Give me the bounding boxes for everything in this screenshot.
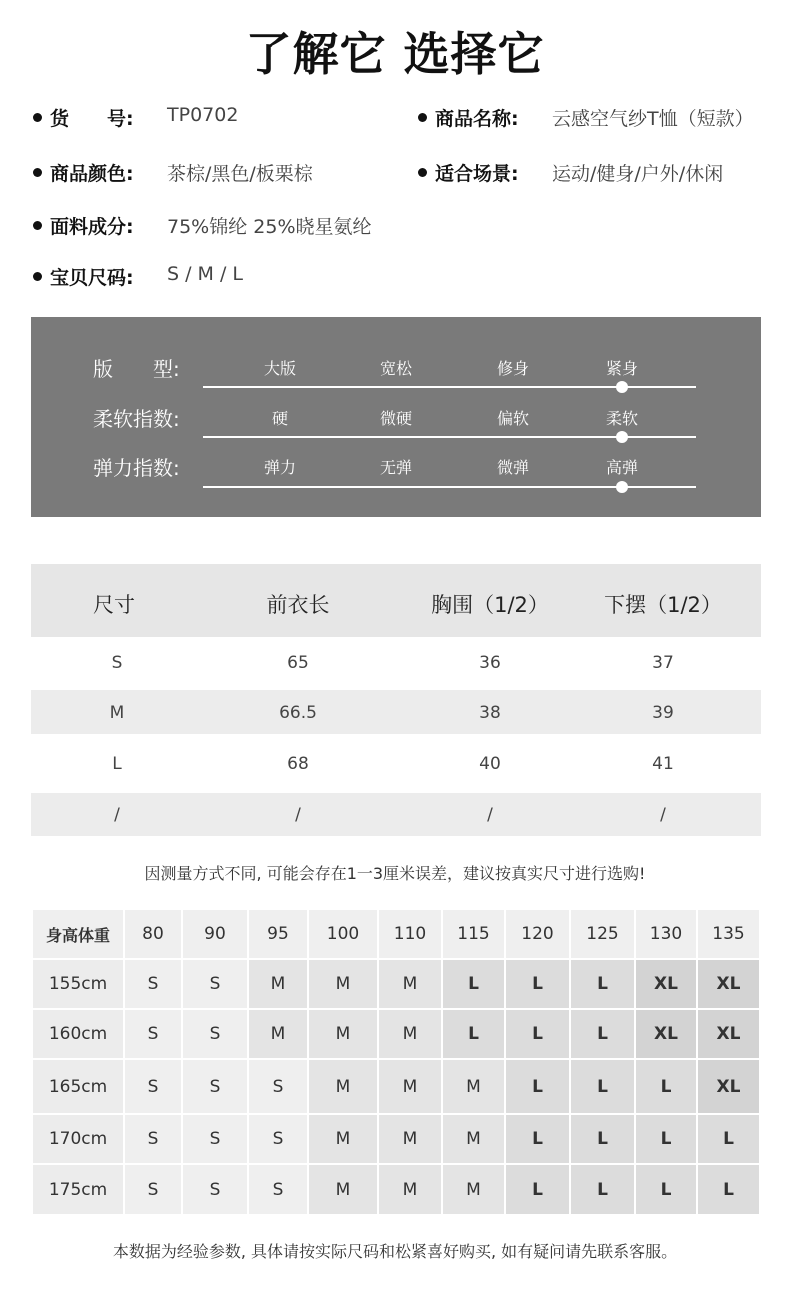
weight-header: 90	[183, 910, 247, 958]
size-cell: L	[571, 1010, 634, 1058]
height-label: 175cm	[33, 1165, 123, 1214]
size-cell: S	[183, 1010, 247, 1058]
size-cell: L	[506, 960, 569, 1008]
size-cell: L	[506, 1010, 569, 1058]
table-row	[33, 1165, 759, 1214]
spec-item-number	[33, 104, 239, 131]
size-cell: XL	[698, 1060, 759, 1113]
measurement-note: 因测量方式不同, 可能会存在1一3厘米误差，建议按真实尺寸进行选购!	[144, 864, 646, 883]
size-cell: M	[379, 960, 441, 1008]
size-cell: S	[125, 1165, 181, 1214]
size-cell: L	[636, 1060, 696, 1113]
size-cell: L	[636, 1165, 696, 1214]
table-cell: 38	[479, 703, 501, 723]
table-cell: 65	[287, 653, 309, 673]
size-cell: S	[183, 1115, 247, 1163]
size-table-header	[31, 564, 761, 637]
attribute-option: 宽松	[379, 359, 413, 378]
size-cell: M	[443, 1060, 504, 1113]
table-row	[31, 690, 761, 734]
spec-sizes	[33, 263, 243, 290]
size-cell: S	[249, 1060, 307, 1113]
table-cell: 36	[479, 653, 501, 673]
size-cell: XL	[698, 1010, 759, 1058]
table-row	[33, 1115, 759, 1163]
attribute-option: 硬	[271, 409, 289, 428]
column-header: 前衣长	[266, 593, 330, 617]
table-cell: M	[109, 703, 125, 723]
size-cell: M	[309, 1060, 377, 1113]
weight-header: 135	[698, 910, 759, 958]
spec-key: 宝贝尺码:	[50, 267, 134, 289]
attribute-option: 紧身	[605, 359, 639, 378]
disclaimer-note: 本数据为经验参数, 具体请按实际尺码和松紧喜好购买, 如有疑问请先联系客服。	[112, 1242, 678, 1261]
size-cell: S	[125, 1010, 181, 1058]
spec-value: 75%锦纶 25%晓星氨纶	[167, 216, 372, 238]
size-cell: S	[249, 1165, 307, 1214]
weight-header: 130	[636, 910, 696, 958]
spec-key: 货 号:	[50, 108, 134, 130]
column-header: 下摆（1/2）	[604, 593, 722, 617]
size-cell: L	[636, 1115, 696, 1163]
size-cell: L	[506, 1060, 569, 1113]
size-cell: S	[249, 1115, 307, 1163]
table-cell: 39	[652, 703, 674, 723]
attribute-option: 修身	[496, 359, 530, 378]
table-row	[33, 1010, 759, 1058]
table-row	[33, 1060, 759, 1113]
column-header: 胸围（1/2）	[431, 593, 549, 617]
size-cell: S	[125, 1115, 181, 1163]
size-cell: S	[125, 960, 181, 1008]
size-cell: XL	[698, 960, 759, 1008]
fit-grid	[31, 908, 761, 1216]
spec-value: 云感空气纱T恤（短款）	[552, 108, 754, 130]
spec-color	[33, 159, 313, 186]
size-cell: M	[309, 1165, 377, 1214]
weight-header: 100	[309, 910, 377, 958]
bullet-icon	[33, 272, 42, 281]
table-cell: L	[112, 754, 122, 774]
spec-key: 商品颜色:	[50, 163, 134, 185]
page-title: 了解它 选择它	[245, 27, 545, 81]
height-label: 165cm	[33, 1060, 123, 1113]
attribute-label: 弹力指数:	[93, 456, 180, 480]
table-cell: /	[295, 805, 301, 825]
spec-fabric	[33, 212, 372, 239]
spec-scene	[418, 159, 724, 186]
attribute-marker	[616, 381, 628, 393]
bullet-icon	[418, 168, 427, 177]
size-cell: XL	[636, 960, 696, 1008]
size-cell: M	[309, 960, 377, 1008]
fit-grid-header	[33, 910, 759, 958]
attribute-option: 高弹	[605, 458, 639, 477]
height-label: 160cm	[33, 1010, 123, 1058]
table-cell: 66.5	[279, 703, 317, 723]
spec-key: 适合场景:	[435, 163, 519, 185]
spec-value: 茶棕/黑色/板栗棕	[167, 163, 313, 185]
size-cell: L	[698, 1165, 759, 1214]
size-cell: L	[571, 960, 634, 1008]
size-cell: M	[309, 1115, 377, 1163]
bullet-icon	[418, 113, 427, 122]
size-cell: M	[443, 1165, 504, 1214]
table-row	[33, 960, 759, 1008]
size-cell: M	[309, 1010, 377, 1058]
size-cell: M	[249, 1010, 307, 1058]
table-row	[31, 793, 761, 836]
size-cell: L	[443, 960, 504, 1008]
bullet-icon	[33, 221, 42, 230]
size-cell: M	[249, 960, 307, 1008]
attribute-option: 微弹	[496, 458, 530, 477]
size-cell: M	[379, 1010, 441, 1058]
table-cell: 41	[652, 754, 674, 774]
weight-header: 115	[443, 910, 504, 958]
table-cell: /	[114, 805, 120, 825]
table-cell: 37	[652, 653, 674, 673]
attribute-option: 偏软	[496, 409, 530, 428]
attribute-label: 柔软指数:	[93, 407, 180, 431]
size-cell: L	[506, 1115, 569, 1163]
attribute-label: 版 型:	[93, 357, 180, 381]
attribute-option: 大版	[263, 359, 297, 378]
attribute-panel	[31, 317, 761, 517]
attribute-marker	[616, 481, 628, 493]
size-cell: XL	[636, 1010, 696, 1058]
height-label: 155cm	[33, 960, 123, 1008]
height-label: 170cm	[33, 1115, 123, 1163]
size-cell: S	[183, 960, 247, 1008]
table-cell: /	[660, 805, 666, 825]
size-cell: M	[379, 1165, 441, 1214]
spec-value: 运动/健身/户外/休闲	[552, 163, 724, 185]
size-cell: L	[443, 1010, 504, 1058]
spec-key: 商品名称:	[435, 108, 519, 130]
table-row	[31, 637, 761, 690]
size-cell: S	[183, 1165, 247, 1214]
attribute-option: 弹力	[263, 458, 297, 477]
spec-value: TP0702	[167, 104, 239, 126]
size-cell: S	[125, 1060, 181, 1113]
table-cell: S	[111, 653, 123, 673]
bullet-icon	[33, 113, 42, 122]
size-cell: L	[571, 1115, 634, 1163]
size-cell: M	[443, 1115, 504, 1163]
size-cell: L	[571, 1165, 634, 1214]
size-cell: L	[698, 1115, 759, 1163]
table-cell: 40	[479, 754, 501, 774]
weight-header: 110	[379, 910, 441, 958]
spec-value: S / M / L	[167, 263, 243, 285]
table-cell: /	[487, 805, 493, 825]
attribute-marker	[616, 431, 628, 443]
table-row	[31, 734, 761, 793]
weight-header: 95	[249, 910, 307, 958]
table-cell: 68	[287, 754, 309, 774]
bullet-icon	[33, 168, 42, 177]
spec-key: 面料成分:	[50, 216, 134, 238]
attribute-option: 柔软	[605, 409, 639, 428]
weight-header: 80	[125, 910, 181, 958]
grid-corner-label: 身高体重	[33, 910, 123, 958]
attribute-option: 微硬	[379, 409, 413, 428]
weight-header: 120	[506, 910, 569, 958]
spec-product-name	[418, 104, 754, 131]
size-cell: L	[571, 1060, 634, 1113]
size-cell: L	[506, 1165, 569, 1214]
weight-header: 125	[571, 910, 634, 958]
attribute-option: 无弹	[379, 458, 413, 477]
column-header: 尺寸	[93, 593, 135, 617]
size-cell: M	[379, 1115, 441, 1163]
size-cell: M	[379, 1060, 441, 1113]
size-cell: S	[183, 1060, 247, 1113]
